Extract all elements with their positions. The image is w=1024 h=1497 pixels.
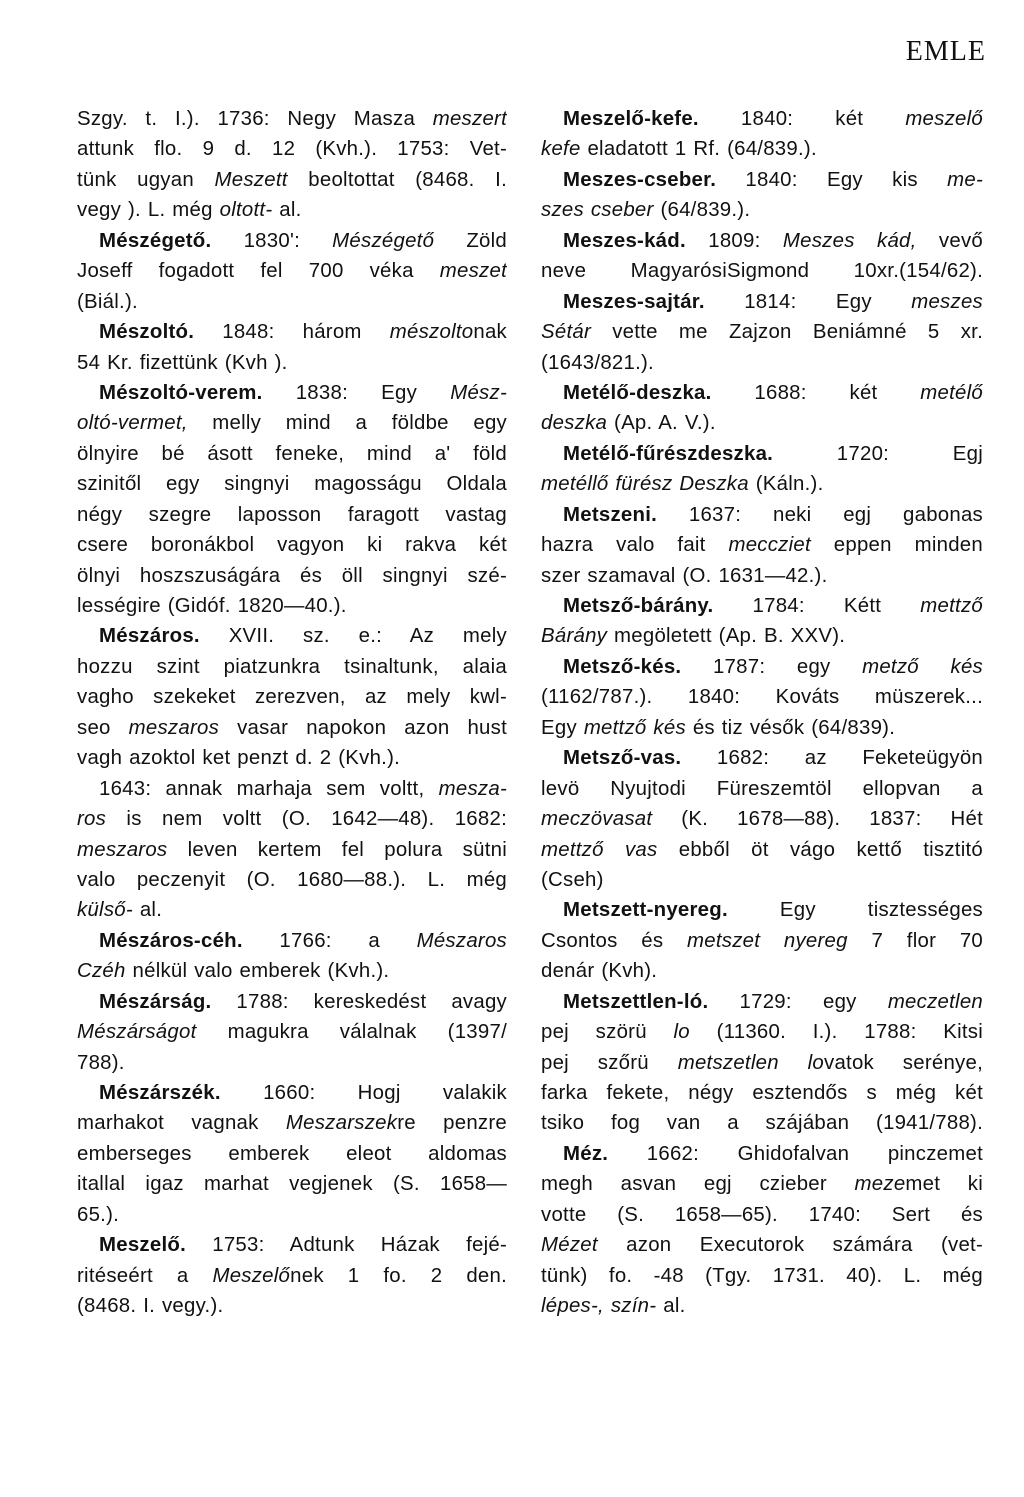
entry-headword: Mészárszék. [99, 1082, 221, 1104]
text-line [541, 621, 983, 651]
entry-text: XVII. sz. e.: Az mely [199, 625, 507, 648]
italic-term: meszaros [77, 838, 168, 861]
text-line [541, 956, 983, 986]
text-line [541, 378, 983, 408]
text-line [541, 104, 983, 134]
entry-headword: Mészégető. [99, 229, 212, 252]
text-line [77, 682, 507, 712]
dictionary-column-right [541, 104, 983, 1322]
entry-text: (Káln.). [748, 473, 824, 496]
entry-text: és tiz vésők (64/839). [685, 716, 896, 739]
entry-text: 54 Kr. fizettünk (Kvh ). [77, 351, 288, 374]
entry-text: 1830': [211, 229, 333, 252]
italic-term: Mészégető [332, 229, 435, 252]
text-line [77, 804, 507, 834]
italic-term: meccziet [728, 534, 811, 557]
entry-text: (64/839.). [653, 199, 751, 222]
entry-text: ölnyire bé ásott feneke, mind a' föld [77, 442, 507, 465]
italic-term: me- [947, 168, 983, 191]
entry-text: attunk flo. 9 d. 12 (Kvh.). 1753: Vet- [77, 138, 507, 161]
italic-term: oltó-vermet, [77, 412, 188, 435]
entry-text: denár (Kvh). [541, 960, 658, 983]
entry-text: megöletett (Ap. B. XXV). [607, 625, 846, 648]
entry-text: Szgy. t. I.). 1736: Negy Masza [77, 108, 433, 130]
entry-text: csere boronákbol vagyon ki rakva két [77, 534, 507, 557]
entry-text: ölnyi hoszszuságára és öll singnyi szé- [77, 564, 507, 587]
entry-text: Egy [541, 716, 584, 739]
text-line [541, 804, 983, 834]
text-line [541, 1048, 983, 1078]
text-line [77, 956, 507, 986]
entry-text: re penzre [397, 1112, 507, 1135]
entry-text: 65.). [77, 1203, 120, 1226]
entry-text: 1682: az Feketeügyön [681, 747, 983, 770]
text-line [77, 378, 507, 408]
entry-text: azon Executorok számára (vet- [597, 1234, 983, 1257]
text-line [77, 226, 507, 256]
text-line [541, 987, 983, 1017]
text-line [541, 1169, 983, 1199]
entry-headword: Meszelő-kefe. [563, 108, 699, 130]
italic-term: Mészárságot [77, 1021, 197, 1044]
text-line [77, 348, 507, 378]
entry-text: 1838: Egy [262, 381, 451, 404]
entry-text: emberseges emberek eleot aldomas [77, 1142, 507, 1165]
entry-text: (K. 1678—88). 1837: Hét [652, 808, 983, 831]
text-line [541, 1261, 983, 1291]
text-line [77, 256, 507, 286]
italic-term: mesza- [438, 777, 507, 800]
entry-text: vette me Zajzon Beniámné 5 xr. [591, 321, 983, 344]
entry-headword: Metsző-kés. [563, 655, 682, 678]
entry-text: 1688: két [711, 381, 921, 404]
entry-text: Zöld [434, 229, 507, 252]
entry-text: 1720: Egj [773, 442, 983, 465]
italic-term: Meszelő [212, 1264, 291, 1287]
entry-text: tünk ugyan [77, 168, 215, 191]
dictionary-column-left [77, 104, 507, 1322]
text-line [541, 865, 983, 895]
text-line [77, 500, 507, 530]
text-line [541, 561, 983, 591]
entry-text: 788). [77, 1051, 125, 1074]
italic-term: deszka [541, 412, 608, 435]
entry-text: 1662: Ghidofalvan pinczemet [608, 1142, 983, 1165]
entry-text: megh asvan egj czieber [541, 1173, 855, 1196]
italic-term: metélő [920, 381, 983, 404]
entry-text: farka fekete, négy esztendős s még két [541, 1082, 983, 1104]
text-line [541, 317, 983, 347]
entry-headword: Metszettlen-ló. [563, 990, 709, 1013]
text-line [77, 865, 507, 895]
italic-term: meszes [911, 290, 983, 313]
italic-term: Bárány [541, 625, 608, 648]
entry-text: al. [132, 899, 163, 922]
text-line [541, 165, 983, 195]
entry-text: négy szegre laposson faragott vastag [77, 503, 507, 526]
entry-text: 1766: a [242, 929, 417, 952]
entry-text: (11360. I.). 1788: Kitsi [689, 1021, 983, 1044]
entry-text: 1643: annak marhaja sem voltt, [99, 777, 439, 800]
entry-text: valo peczenyit (O. 1680—88.). L. még [77, 868, 507, 891]
entry-text: Egy tisztességes [727, 899, 983, 922]
entry-text: (Biál.). [77, 290, 138, 313]
text-line [77, 895, 507, 925]
entry-headword: Metszett-nyereg. [563, 899, 728, 922]
entry-text: magukra válalnak (1397/ [196, 1021, 507, 1044]
text-line [541, 1200, 983, 1230]
entry-text: tünk) fo. -48 (Tgy. 1731. 40). L. még [541, 1264, 983, 1287]
text-line [541, 591, 983, 621]
text-line [541, 287, 983, 317]
text-line [77, 652, 507, 682]
text-line [77, 165, 507, 195]
text-line [541, 500, 983, 530]
italic-term: metszetlen lo [677, 1051, 824, 1074]
entry-headword: Mészárság. [99, 990, 212, 1013]
text-line [541, 1108, 983, 1138]
italic-term: Mész- [450, 381, 507, 404]
entry-headword: Meszelő. [99, 1234, 186, 1257]
entry-text: ritéseért a [77, 1264, 213, 1287]
italic-term: metző kés [862, 655, 983, 678]
text-line [77, 317, 507, 347]
italic-term: mettző kés [583, 716, 686, 739]
entry-text: al. [656, 1295, 686, 1318]
text-line [77, 195, 507, 225]
italic-term: Sétár [541, 321, 591, 344]
entry-text: levö Nyujtodi Füreszemtöl ellopvan a [541, 777, 983, 800]
entry-text: eppen minden [810, 534, 983, 557]
text-line [541, 1078, 983, 1108]
text-line [541, 774, 983, 804]
entry-text: 1840: Egy kis [716, 168, 948, 191]
entry-text: hozzu szint piatzunkra tsinaltunk, alaia [77, 655, 507, 678]
entry-text: 1788: kereskedést avagy [211, 990, 507, 1013]
italic-term: ros [77, 808, 107, 831]
italic-term: lépes-, szín- [541, 1295, 657, 1318]
entry-text: vegy ). L. még [77, 199, 220, 222]
entry-headword: Metsző-vas. [563, 747, 682, 770]
entry-text: marhakot vagnak [77, 1112, 286, 1135]
italic-term: metéllő fürész Deszka [541, 473, 749, 496]
italic-term: mettző [920, 595, 983, 617]
text-line [77, 713, 507, 743]
text-line [541, 1017, 983, 1047]
entry-text: vasar napokon azon hust [219, 716, 507, 739]
text-line [77, 530, 507, 560]
text-line [77, 287, 507, 317]
text-line [77, 621, 507, 651]
entry-text: 1637: neki egj gabonas [657, 503, 983, 526]
text-line [541, 195, 983, 225]
text-line [541, 895, 983, 925]
text-line [77, 743, 507, 773]
text-line [77, 134, 507, 164]
text-line [541, 469, 983, 499]
italic-term: meszelő [905, 108, 983, 130]
text-line [541, 1230, 983, 1260]
entry-headword: Meszes-sajtár. [563, 290, 705, 313]
text-line [541, 713, 983, 743]
text-line [77, 469, 507, 499]
entry-headword: Meszes-cseber. [563, 168, 717, 191]
italic-term: külső- [77, 899, 133, 922]
entry-headword: Méz. [563, 1142, 609, 1165]
entry-text: beoltottat (8468. I. [287, 168, 507, 191]
entry-text: lességire (Gidóf. 1820—40.). [77, 595, 347, 617]
text-line [541, 226, 983, 256]
entry-text: eladatott 1 Rf. (64/839.). [580, 138, 817, 161]
entry-text: Csontos és [541, 929, 688, 952]
entry-text: (Ap. A. V.). [607, 412, 716, 435]
text-line [77, 774, 507, 804]
text-line [77, 926, 507, 956]
text-line [77, 1169, 507, 1199]
entry-text: nek 1 fo. 2 den. [290, 1264, 507, 1287]
entry-text: szinitől egy singnyi magosságu Oldala [77, 473, 507, 496]
entry-text: (1643/821.). [541, 351, 654, 374]
entry-text: 1840: két [698, 108, 906, 130]
entry-text: votte (S. 1658—65). 1740: Sert és [541, 1203, 983, 1226]
italic-term: meze [854, 1173, 906, 1196]
text-line [541, 682, 983, 712]
text-line [541, 926, 983, 956]
entry-text: met ki [905, 1173, 983, 1196]
italic-term: meszaros [128, 716, 220, 739]
text-line [77, 1200, 507, 1230]
entry-text: nak [473, 321, 507, 344]
text-line [77, 561, 507, 591]
italic-term: meszert [432, 108, 507, 130]
entry-text: vevő [916, 229, 983, 252]
text-line [541, 348, 983, 378]
text-line [77, 1139, 507, 1169]
text-line [541, 530, 983, 560]
italic-term: meczövasat [541, 808, 653, 831]
italic-term: Czéh [77, 960, 126, 983]
entry-text: melly mind a földbe egy [187, 412, 507, 435]
italic-term: Meszes kád, [782, 229, 917, 252]
entry-text: hazra valo fait [541, 534, 729, 557]
entry-text: 1729: egy [708, 990, 888, 1013]
italic-term: kefe [541, 138, 581, 161]
text-line [541, 743, 983, 773]
text-line [77, 1017, 507, 1047]
entry-text: 1753: Adtunk Házak fejé- [186, 1234, 507, 1257]
entry-text: nélkül valo emberek (Kvh.). [125, 960, 390, 983]
text-line [77, 1078, 507, 1108]
italic-term: mészolto [389, 321, 474, 344]
entry-text: 1848: három [194, 321, 390, 344]
entry-text: 7 flor 70 [847, 929, 983, 952]
entry-headword: Mészoltó-verem. [99, 381, 263, 404]
entry-text: itallal igaz marhat vegjenek (S. 1658— [77, 1173, 507, 1196]
entry-text: pej szörü [541, 1021, 674, 1044]
italic-term: oltott- [219, 199, 273, 222]
entry-text: leven kertem fel polura sütni [167, 838, 507, 861]
entry-text: al. [272, 199, 302, 222]
entry-text: vatok serénye, [824, 1051, 983, 1074]
entry-headword: Meszes-kád. [563, 229, 686, 252]
entry-text: vagh azoktol ket penzt d. 2 (Kvh.). [77, 747, 401, 770]
entry-text: 1660: Hogj valakik [220, 1082, 507, 1104]
italic-term: szes cseber [541, 199, 654, 222]
entry-text: 1784: Kétt [713, 595, 921, 617]
italic-term: Meszett [214, 168, 288, 191]
italic-term: Meszarszek [285, 1112, 398, 1135]
text-line [77, 439, 507, 469]
entry-headword: Mészáros. [99, 625, 200, 648]
entry-text: szer szamaval (O. 1631—42.). [541, 564, 828, 587]
italic-term: lo [673, 1021, 690, 1044]
entry-text: tsiko fog van a szájában (1941/788). [541, 1112, 983, 1135]
text-line [541, 408, 983, 438]
text-line [77, 1048, 507, 1078]
text-line [541, 256, 983, 286]
entry-text: (Cseh) [541, 868, 604, 891]
italic-term: Mészaros [416, 929, 507, 952]
text-line [541, 1291, 983, 1321]
entry-text: vagho szekeket zerezven, az mely kwl- [77, 686, 507, 709]
entry-text: pej szőrü [541, 1051, 678, 1074]
text-line [541, 134, 983, 164]
entry-text: 1814: Egy [704, 290, 912, 313]
text-line [77, 1108, 507, 1138]
text-line [541, 1139, 983, 1169]
italic-term: mettző vas [541, 838, 658, 861]
entry-text: (1162/787.). 1840: Kováts müszerek... [541, 686, 983, 709]
text-line [77, 104, 507, 134]
text-line [541, 652, 983, 682]
italic-term: Mézet [541, 1234, 598, 1257]
entry-text: ebből öt vágo kettő tisztitó [657, 838, 983, 861]
italic-term: metszet nyereg [687, 929, 848, 952]
entry-headword: Metélő-deszka. [563, 381, 712, 404]
text-line [77, 408, 507, 438]
entry-text: 1787: egy [681, 655, 863, 678]
text-line [541, 835, 983, 865]
entry-headword: Metélő-fűrészdeszka. [563, 442, 774, 465]
text-line [77, 591, 507, 621]
entry-text: 1809: [685, 229, 783, 252]
entry-text: (8468. I. vegy.). [77, 1295, 224, 1318]
text-line [77, 835, 507, 865]
text-line [77, 987, 507, 1017]
entry-text: is nem voltt (O. 1642—48). 1682: [106, 808, 507, 831]
entry-text: Joseff fogadott fel 700 véka [77, 260, 440, 283]
italic-term: meszet [439, 260, 507, 283]
text-line [77, 1230, 507, 1260]
entry-text: seo [77, 716, 129, 739]
text-line [77, 1261, 507, 1291]
entry-headword: Metszeni. [563, 503, 658, 526]
entry-text: neve MagyarósiSigmond 10xr.(154/62). [541, 260, 983, 283]
page-header-mark: EMLE [905, 36, 986, 67]
entry-headword: Mészáros-céh. [99, 929, 243, 952]
entry-headword: Metsző-bárány. [563, 595, 714, 617]
entry-headword: Mészoltó. [99, 321, 195, 344]
text-line [77, 1291, 507, 1321]
italic-term: meczetlen [887, 990, 983, 1013]
text-line [541, 439, 983, 469]
